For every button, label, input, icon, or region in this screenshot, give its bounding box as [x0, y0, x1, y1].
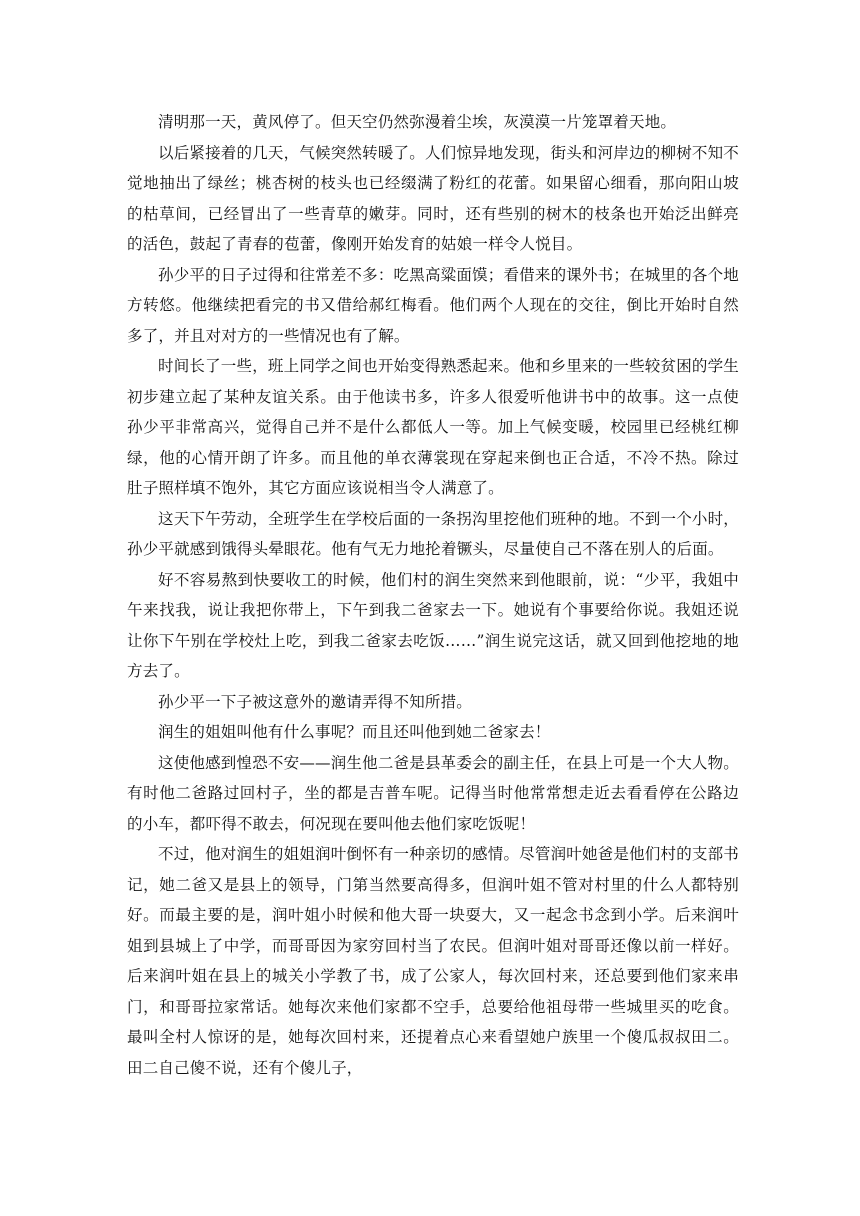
paragraph-9: 这使他感到惶恐不安——润生他二爸是县革委会的副主任，在县上可是一个大人物。有时他二爸路过回村子，坐的都是吉普车呢。记得当时他常常想走近去看看停在公路边的小车，都吓得不敢去，何况现在要叫他去他们家吃饭呢！	[127, 753, 739, 833]
paragraph-3: 孙少平的日子过得和往常差不多：吃黑高粱面馍；看借来的课外书；在城里的各个地方转悠。他继续把看完的书又借给郝红梅看。他们两个人现在的交往，倒比开始时自然多了，并且对对方的一些情况也有了解。	[127, 265, 739, 345]
paragraph-4: 时间长了一些，班上同学之间也开始变得熟悉起来。他和乡里来的一些较贫困的学生初步建立起了某种友谊关系。由于他读书多，许多人很爱听他讲书中的故事。这一点使孙少平非常高兴，觉得自己并不是什么都低人一等。加上气候变暖，校园里已经桃红柳绿，他的心情开朗了许多。而且他的单衣薄裳现在穿起来倒也正合适，不冷不热。除过肚子照样填不饱外，其它方面应该说相当令人满意了。	[127, 357, 739, 497]
paragraph-2: 以后紧接着的几天，气候突然转暖了。人们惊异地发现，街头和河岸边的柳树不知不觉地抽出了绿丝；桃杏树的枝头也已经缀满了粉红的花蕾。如果留心细看，那向阳山坡的枯草间，已经冒出了一些青草的嫩芽。同时，还有些别的树木的枝条也开始泛出鲜亮的活色，鼓起了青春的苞蕾，像刚开始发育的姑娘一样令人悦目。	[127, 143, 739, 253]
paragraph-5: 这天下午劳动，全班学生在学校后面的一条拐沟里挖他们班种的地。不到一个小时，孙少平就感到饿得头晕眼花。他有气无力地抡着镢头，尽量使自己不落在别人的后面。	[127, 509, 739, 558]
paragraph-7: 孙少平一下子被这意外的邀请弄得不知所措。	[158, 692, 473, 711]
paragraph-10: 不过，他对润生的姐姐润叶倒怀有一种亲切的感情。尽管润叶她爸是他们村的支部书记，她二爸又是县上的领导，门第当然要高得多，但润叶姐不管对村里的什么人都特别好。而最主要的是，润叶姐小时候和他大哥一块耍大，又一起念书念到小学。后来润叶姐到县城上了中学，而哥哥因为家穷回村当了农民。但润叶姐对哥哥还像以前一样好。后来润叶姐在县上的城关小学教了书，成了公家人，每次回村来，还总要到他们家来串门，和哥哥拉家常话。她每次来他们家都不空手，总要给他祖母带一些城里买的吃食。最叫全村人惊讶的是，她每次回村来，还提着点心来看望她户族里一个傻瓜叔叔田二。田二自己傻不说，还有个傻儿子，	[127, 845, 739, 1077]
paragraph-8: 润生的姐姐叫他有什么事呢？而且还叫他到她二爸家去！	[158, 723, 551, 741]
paragraph-6: 好不容易熬到快要收工的时候，他们村的润生突然来到他眼前，说：“少平，我姐中午来找我，说让我把你带上，下午到我二爸家去一下。她说有个事要给你说。我姐还说让你下午别在学校灶上吃，到我二爸家去吃饭……”润生说完这话，就又回到他挖地的地方去了。	[127, 570, 739, 680]
paragraph-1: 清明那一天，黄风停了。但天空仍然弥漫着尘埃，灰漠漠一片笼罩着天地。	[158, 113, 677, 131]
document-page	[127, 107, 739, 1083]
